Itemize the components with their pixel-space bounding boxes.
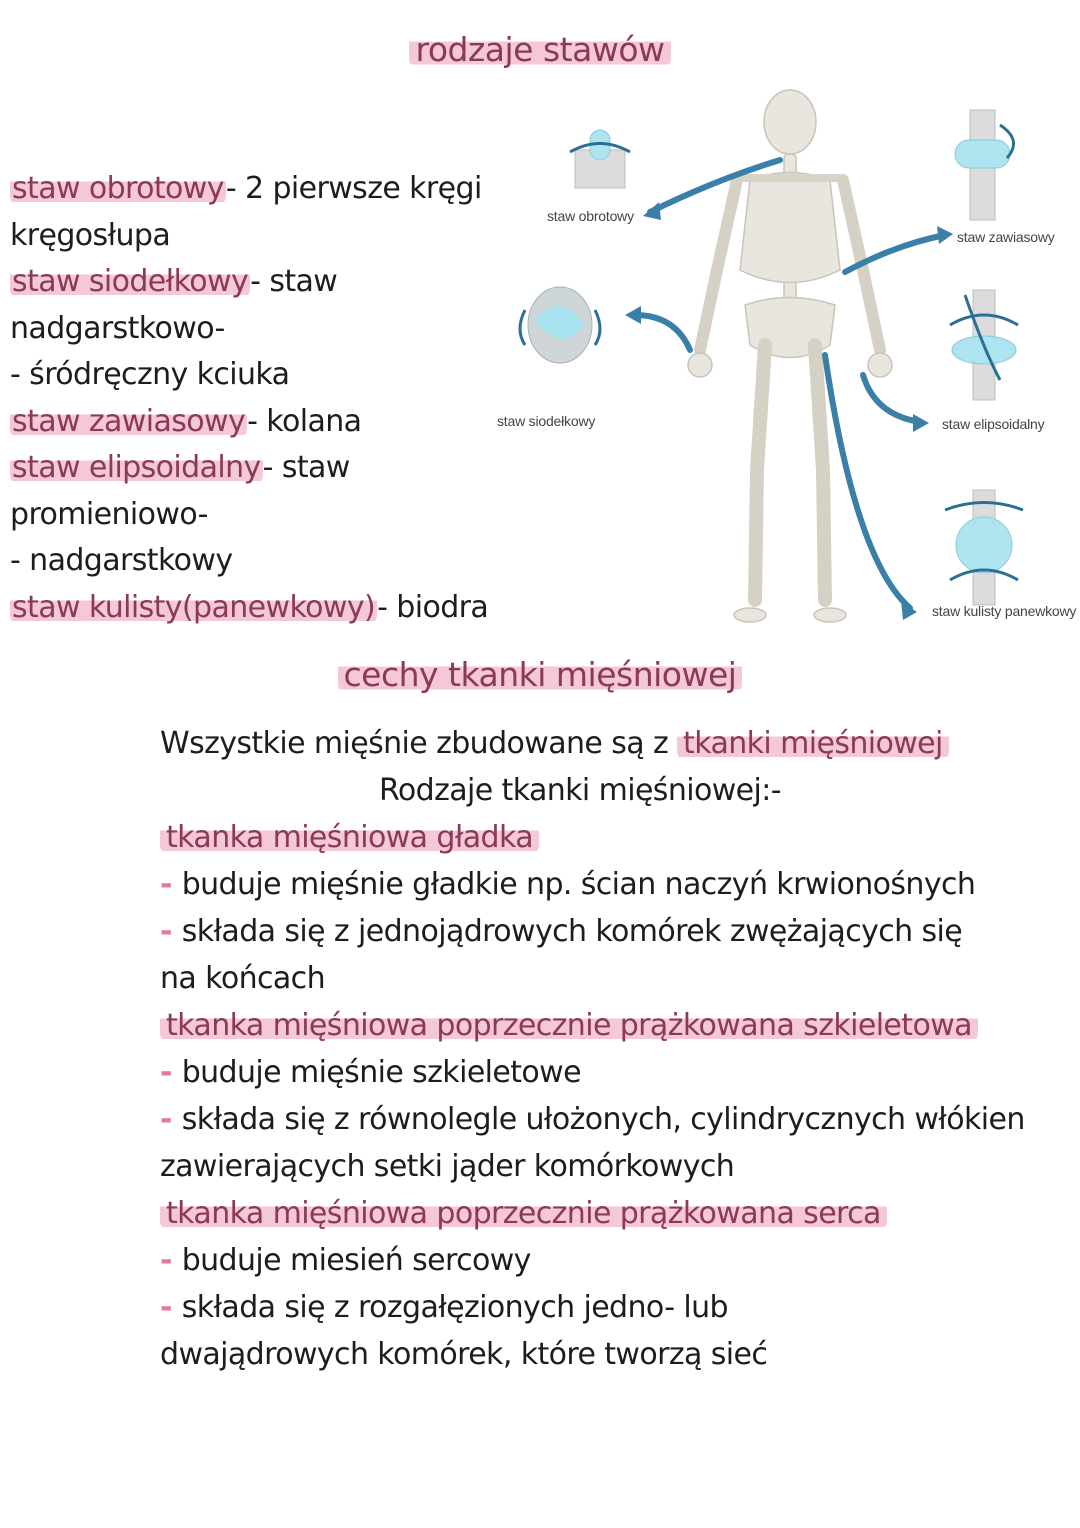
desc-zawiasowy: - kolana [247, 403, 362, 439]
label-elipsoidalny: staw elipsoidalny [942, 416, 1045, 432]
right-hand-icon [868, 353, 892, 377]
label-siodelkowy: staw siodełkowy [497, 413, 596, 429]
smooth-point-1-text: buduje mięśnie gładkie np. ścian naczyń krwionośnych [181, 867, 976, 902]
right-leg-icon [815, 345, 825, 600]
desc-kulisty: - biodra [377, 589, 489, 625]
skeletal-point-2-cont: zawierających setki jąder komórkowych [160, 1149, 735, 1184]
note-siodelkowy [10, 259, 510, 352]
skeletal-point-1: - buduje mięśnie szkieletowe [160, 1055, 581, 1090]
smooth-heading: tkanka mięśniowa gładka [160, 820, 539, 855]
term-zawiasowy: staw zawiasowy [12, 403, 246, 439]
note-elipsoidalny [10, 445, 510, 538]
desc-siodelkowy: - staw nadgarstkowo- [10, 264, 338, 346]
cardiac-point-2: - składa się z rozgałęzionych jedno- lub [160, 1290, 728, 1325]
left-foot-icon [734, 608, 766, 622]
skeletal-point-1-text: buduje mięśnie szkieletowe [181, 1055, 581, 1090]
cardiac-point-1: - buduje miesień sercowy [160, 1243, 531, 1278]
term-elipsoidalny: staw elipsoidalny [12, 450, 261, 485]
skeletal-point-2: - składa się z równolegle ułożonych, cylindrycznych włókien [160, 1102, 1025, 1137]
cardiac-heading-line [160, 1190, 1040, 1237]
title-joints-text: rodzaje stawów [409, 30, 670, 69]
label-zawiasowy: staw zawiasowy [957, 229, 1055, 245]
cardiac-point-2-cont: dwajądrowych komórek, które tworzą sieć [160, 1337, 768, 1372]
ribcage-icon [740, 173, 840, 283]
note-obrotowy [10, 166, 510, 213]
smooth-point-2: - składa się z jednojądrowych komórek zwężających się [160, 914, 963, 949]
smooth-point-2-cont: na końcach [160, 961, 325, 996]
left-hand-icon [688, 353, 712, 377]
label-kulisty: staw kulisty panewkowy [932, 603, 1077, 619]
muscle-notes [160, 720, 1040, 1378]
intro-highlight: tkanki mięśniowej [677, 726, 949, 761]
note-kulisty [10, 585, 510, 632]
term-kulisty: staw kulisty(panewkowy) [12, 589, 376, 625]
right-foot-icon [814, 608, 846, 622]
joint-model-kulisty-icon [945, 490, 1023, 605]
arrow-elipsoidalny-icon [863, 375, 920, 422]
desc-obrotowy: - 2 pierwsze kręgi [225, 171, 482, 206]
skull-icon [764, 90, 816, 154]
title-muscle [0, 655, 1080, 694]
arrowhead-siodelkowy-icon [625, 306, 641, 324]
term-siodelkowy: staw siodełkowy [12, 264, 249, 299]
skeletal-point-2-text: składa się z równolegle ułożonych, cylindrycznych włókien [181, 1102, 1025, 1137]
cardiac-heading: tkanka mięśniowa poprzecznie prążkowana serca [160, 1196, 887, 1231]
title-muscle-text: cechy tkanki mięśniowej [338, 655, 743, 694]
arrowhead-elipsoidalny-icon [913, 414, 929, 432]
title-joints [0, 30, 1080, 69]
arrowhead-zawiasowy-icon [937, 226, 953, 244]
joint-notes [10, 166, 510, 631]
types-heading: Rodzaje tkanki mięśniowej:- [378, 773, 781, 808]
skeletal-heading-line [160, 1002, 1040, 1049]
skeleton-joints-figure [495, 80, 1080, 640]
skeleton-illustration [495, 80, 1080, 640]
cont-obrotowy: kręgosłupa [10, 217, 171, 253]
arrow-siodelkowy-icon [635, 315, 690, 350]
joint-model-obrotowy-icon [570, 130, 630, 188]
intro-text: Wszystkie mięśnie zbudowane są z [160, 726, 678, 761]
arrow-kulisty-icon [825, 355, 910, 608]
left-arm-icon [700, 180, 737, 350]
joint-model-zawiasowy-icon [955, 110, 1014, 220]
left-leg-icon [755, 345, 765, 600]
note-zawiasowy [10, 399, 510, 446]
skeletal-heading: tkanka mięśniowa poprzecznie prążkowana szkieletowa [160, 1008, 978, 1043]
cont-siodelkowy: - śródręczny kciuka [10, 357, 290, 392]
smooth-point-2-text: składa się z jednojądrowych komórek zwężających się [181, 914, 963, 949]
cardiac-point-2-text: składa się z rozgałęzionych jedno- lub [181, 1290, 728, 1325]
cont-elipsoidalny: - nadgarstkowy [10, 543, 233, 578]
smooth-heading-line [160, 814, 1040, 861]
smooth-point-1: - buduje mięśnie gładkie np. ścian naczyń krwionośnych [160, 867, 976, 902]
term-obrotowy: staw obrotowy [12, 171, 224, 206]
cardiac-point-1-text: buduje miesień sercowy [181, 1243, 531, 1278]
arrowhead-obrotowy-icon [643, 202, 661, 220]
joint-model-siodelkowy-icon [520, 287, 600, 363]
desc-elipsoidalny: - staw promieniowo- [10, 450, 350, 532]
intro-line [160, 720, 1040, 767]
label-obrotowy: staw obrotowy [547, 208, 634, 224]
joint-model-elipsoidalny-icon [950, 290, 1018, 400]
